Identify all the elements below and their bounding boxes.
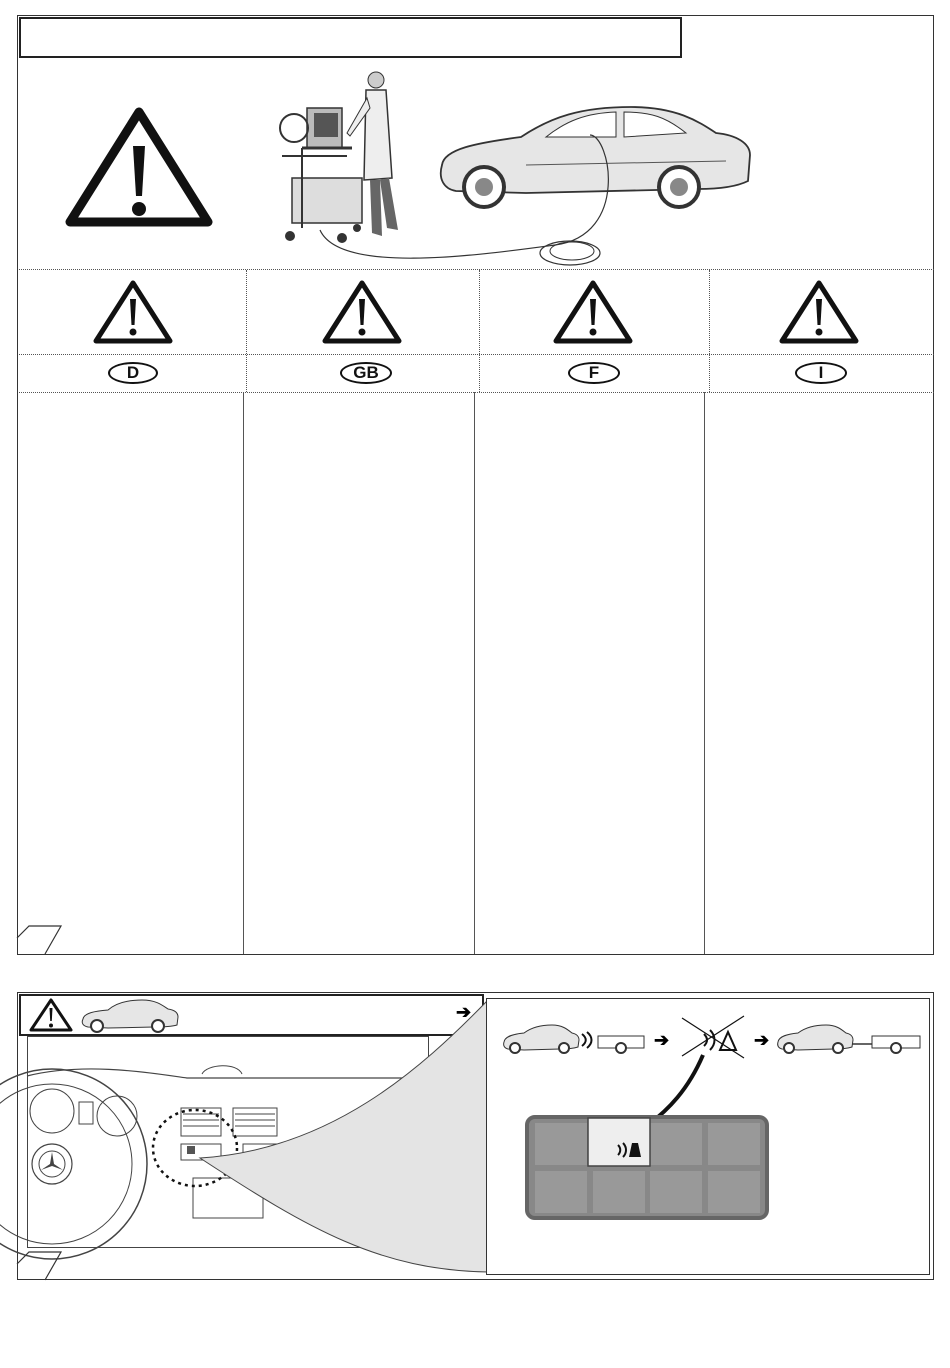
page-corner bbox=[17, 1250, 67, 1282]
divider bbox=[19, 392, 934, 393]
column-divider bbox=[474, 392, 475, 954]
country-code-d: D bbox=[108, 362, 158, 384]
column-divider bbox=[243, 392, 244, 954]
parking-sensor-icon bbox=[578, 1030, 598, 1050]
column-divider bbox=[704, 392, 705, 954]
car-icon bbox=[80, 999, 180, 1033]
diagnostic-cable bbox=[300, 135, 620, 270]
page-corner bbox=[17, 924, 67, 956]
column-divider bbox=[479, 270, 480, 392]
divider bbox=[19, 269, 934, 270]
country-code-f: F bbox=[568, 362, 620, 384]
warning-triangle-icon bbox=[66, 108, 212, 226]
divider bbox=[19, 354, 934, 355]
column-divider bbox=[246, 270, 247, 392]
country-code-gb: GB bbox=[340, 362, 392, 384]
car-icon bbox=[776, 1024, 854, 1054]
warning-triangle-icon bbox=[29, 998, 73, 1032]
arrow-right-icon: ➔ bbox=[654, 1030, 670, 1050]
car-icon bbox=[502, 1024, 580, 1054]
zoom-wedge bbox=[190, 1000, 490, 1280]
parking-sensor-button-icon[interactable] bbox=[610, 1138, 652, 1162]
warning-triangle-icon bbox=[92, 279, 174, 345]
arrow-right-icon: ➔ bbox=[456, 1002, 472, 1022]
switch-panel bbox=[524, 1114, 772, 1222]
warning-triangle-icon bbox=[321, 279, 403, 345]
warning-triangle-icon bbox=[552, 279, 634, 345]
country-code-i: I bbox=[795, 362, 847, 384]
arrow-right-icon: ➔ bbox=[754, 1030, 770, 1050]
title-box bbox=[19, 17, 682, 58]
column-divider bbox=[709, 270, 710, 392]
trailer-icon bbox=[852, 1034, 924, 1054]
warning-triangle-icon bbox=[778, 279, 860, 345]
